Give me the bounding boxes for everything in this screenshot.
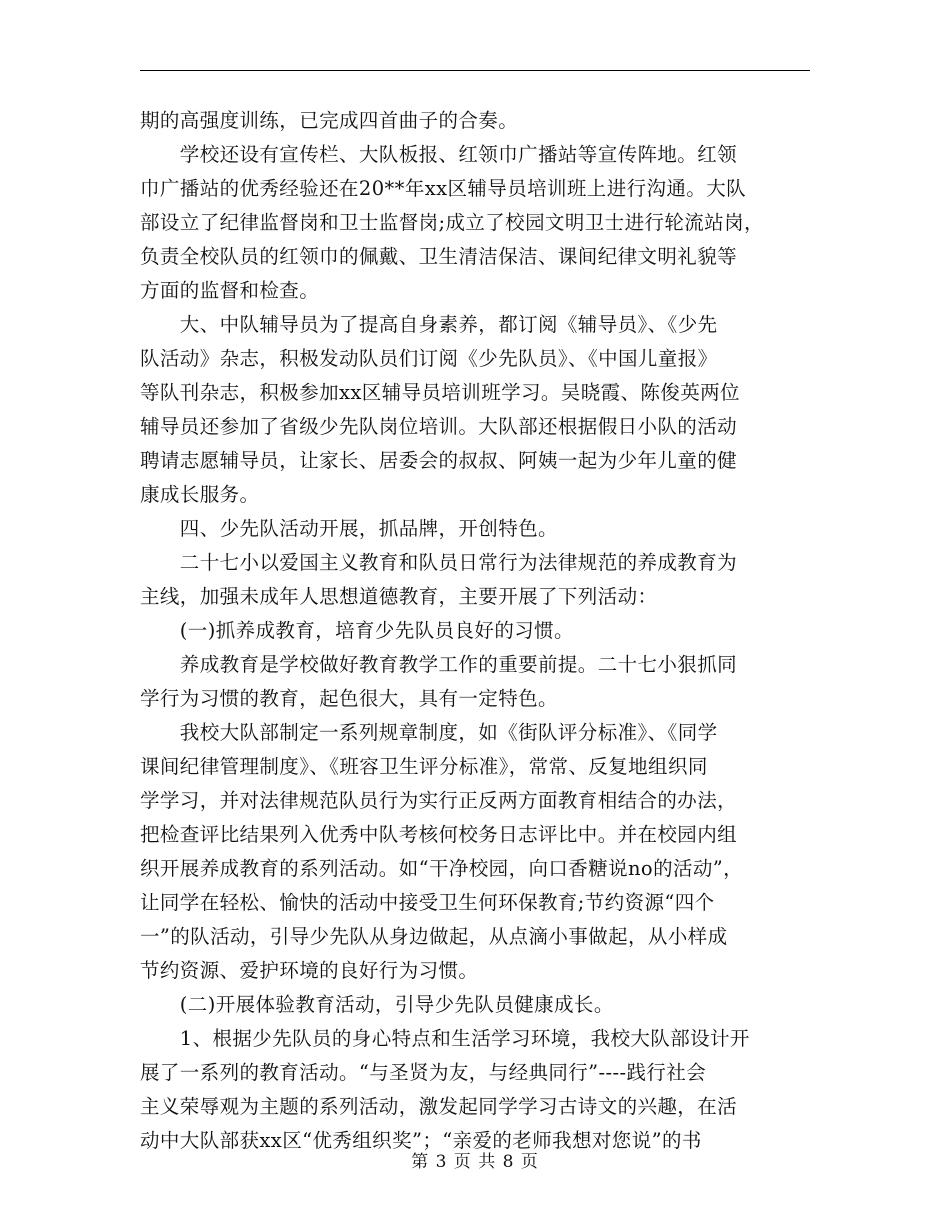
body-line: 期的高强度训练，已完成四首曲子的合奏。: [140, 109, 519, 132]
body-line: 等队刊杂志，积极参加xx区辅导员培训班学习。吴晓霞、陈俊英两位: [140, 381, 740, 404]
page-number: 第 3 页 共 8 页: [411, 1152, 539, 1172]
body-line: 课间纪律管理制度》、《班容卫生评分标准》，常常、反复地组织同: [140, 755, 708, 778]
section-heading: 四、少先队活动开展，抓品牌，开创特色。: [140, 517, 558, 540]
body-line: 养成教育是学校做好教育教学工作的重要前提。二十七小狠抓同: [140, 653, 738, 676]
body-line: 负责全校队员的红领巾的佩戴、卫生清洁保洁、课间纪律文明礼貌等: [140, 245, 738, 268]
subsection-heading: (一)抓养成教育，培育少先队员良好的习惯。: [140, 619, 574, 642]
body-line: 把检查评比结果列入优秀中队考核何校务日志评比中。并在校园内组: [140, 823, 738, 846]
body-line: 我校大队部制定一系列规章制度，如《街队评分标准》、《同学: [140, 721, 718, 744]
body-line: 大、中队辅导员为了提高自身素养，都订阅《辅导员》、《少先: [140, 313, 718, 336]
body-line: 部设立了纪律监督岗和卫士监督岗;成立了校园文明卫士进行轮流站岗，: [140, 211, 764, 234]
body-line: 动中大队部获xx区“优秀组织奖”；“亲爱的老师我想对您说”的书: [140, 1129, 702, 1152]
body-line: 方面的监督和检查。: [140, 279, 320, 302]
body-line: 一”的队活动，引导少先队从身边做起，从点滴小事做起，从小样成: [140, 925, 728, 948]
body-line: 学校还设有宣传栏、大队板报、红领巾广播站等宣传阵地。红领: [140, 143, 738, 166]
body-line: 辅导员还参加了省级少先队岗位培训。大队部还根据假日小队的活动: [140, 415, 738, 438]
body-line: 康成长服务。: [140, 483, 260, 506]
body-line: 队活动》杂志，积极发动队员们订阅《少先队员》、《中国儿童报》: [140, 347, 718, 370]
body-line: 节约资源、爱护环境的良好行为习惯。: [140, 959, 479, 982]
body-line: 巾广播站的优秀经验还在20**年xx区辅导员培训班上进行沟通。大队: [140, 177, 747, 200]
body-line: 展了一系列的教育活动。“与圣贤为友，与经典同行”----践行社会: [140, 1061, 707, 1084]
body-line: 学学习，并对法律规范队员行为实行正反两方面教育相结合的办法，: [140, 789, 738, 812]
document-body: [140, 104, 820, 1158]
subsection-heading: (二)开展体验教育活动，引导少先队员健康成长。: [140, 993, 614, 1016]
body-line: 二十七小以爱国主义教育和队员日常行为法律规范的养成教育为: [140, 551, 738, 574]
body-line: 1、根据少先队员的身心特点和生活学习环境，我校大队部设计开: [140, 1027, 750, 1050]
header-rule: [140, 70, 810, 71]
body-line: 织开展养成教育的系列活动。如“干净校园，向口香糖说no的活动”，: [140, 857, 744, 880]
body-line: 主义荣辱观为主题的系列活动，激发起同学学习古诗文的兴趣，在活: [140, 1095, 738, 1118]
body-line: 聘请志愿辅导员，让家长、居委会的叔叔、阿姨一起为少年儿童的健: [140, 449, 738, 472]
body-line: 主线，加强未成年人思想道德教育，主要开展了下列活动：: [140, 585, 658, 608]
body-line: 学行为习惯的教育，起色很大，具有一定特色。: [140, 687, 558, 710]
body-line: 让同学在轻松、愉快的活动中接受卫生何环保教育;节约资源“四个: [140, 891, 715, 914]
